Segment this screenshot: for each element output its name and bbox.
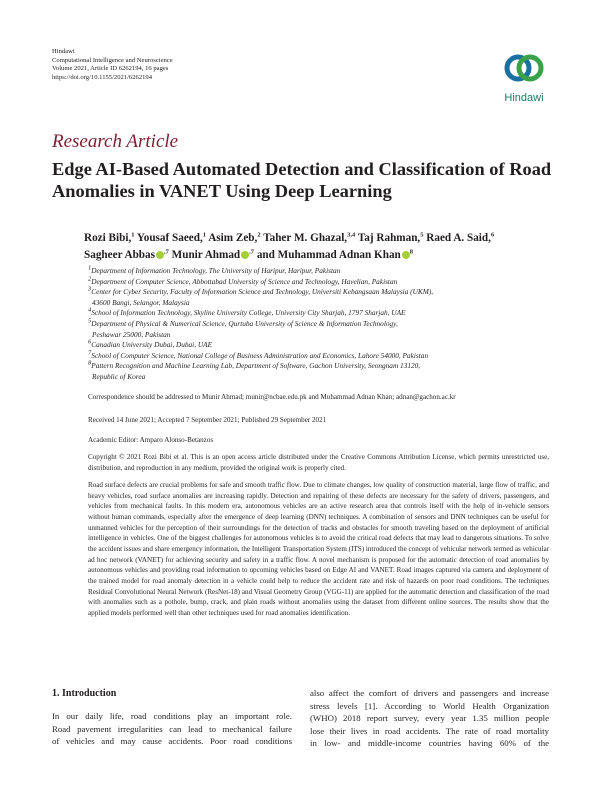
hindawi-logo[interactable] [498,50,550,104]
logo-wordmark: Hindawi [504,92,544,104]
intro-line: In our daily life, road conditions play an important role. [52,711,292,721]
intro-line: lose their lives in road accidents. The rate of road mortality [310,725,549,736]
affiliation-line: $^5$Department of Physical & Numerical Science, Qurtuba University of Science & Information Technology, [88,317,398,328]
intro-line: of vehicles and may cause accidents. Poor road conditions [52,736,292,747]
intro-column-left [52,710,292,748]
author-name: Rozi Bibi,$^1$ [84,231,135,244]
author-list [84,230,554,264]
affiliation-line: $^7$School of Computer Science, National College of Business Administration and Economics, Lahore 54000, Pakistan [88,349,429,360]
abstract: Road surface defects are crucial problems for safe and smooth traffic flow. Due to climate changes, low quality of construction material, large flow of traffic, and heavy vehicles, road surface anomalies are increasing rapidly. Detection and repairing of these defects are necessary for the safety of drivers, passengers, and vehicles from mechanical faults. In this modern era, autonomous vehicles are an active research area that controls itself with the help of in-vehicle sensors without human commands, especially after the emergence of deep learning (DNN) techniques. A combination of sensors and DNN techniques can be useful for unmanned vehicles for the perception of their surroundings for the detection of tracks and obstacles for smooth traveling based on the deployment of artificial intelligence in vehicles. One of the biggest challenges for autonomous vehicles is to avoid the critical road defects that may lead to dangerous situations. To solve the accident issues and share emergency information, the Intelligent Transportation System (ITS) introduced the concept of vehicular network termed as vehicular ad hoc network (VANET) for achieving security and safety in a traffic flow. A novel mechanism is proposed for the automatic detection of road anomalies by autonomous vehicles and providing road information to upcoming vehicles based on Edge AI and VANET. Road images captured via camera and deployment of the trained model for road anomaly detection in a vehicle could help to reduce the accident rate and risk of hazards on poor road conditions. The techniques Residual Convolutional Neural Network (ResNet-18) and Visual Geometry Group (VGG-11) are applied for the automatic detection and classification of the road with anomalies such as a pothole, bump, crack, and plain roads without anomalies using the dataset from different online sources. The results show that the applied models performed well than other techniques used for road anomalies identification. [88,481,549,617]
doi-link[interactable]: https://doi.org/10.1155/2021/6262194 [52,73,153,81]
intro-line: also affect the comfort of drivers and passengers and increase [310,688,549,698]
affiliation-line: $^4$School of Information Technology, Skyline University College, University City Sharjah, 1797 Sharjah, UAE [88,306,406,318]
hindawi-rings-icon [502,50,546,86]
affiliation-line: $^1$Department of Information Technology, The University of Haripur, Haripur, Pakistan [88,264,341,275]
publication-dates: Received 14 June 2021; Accepted 7 September 2021; Published 29 September 2021 [88,416,327,424]
orcid-icon[interactable] [156,251,164,259]
intro-column-right [310,687,549,750]
paper-title: Edge AI-Based Automated Detection and Classification of Road Anomalies in VANET Using Deep Learning [52,159,552,201]
affiliation-line: $^6$Canadian University Dubai, Dubai, UAE [88,338,213,350]
affiliation-line: $^8$Pattern Recognition and Machine Learning Lab, Department of Software, Gachon University, Seongnam 13120, [88,359,421,371]
affiliation-line: Peshawar 25000, Pakistan [92,329,171,339]
correspondence: Correspondence should be addressed to Munir Ahmad; munir@ncbae.edu.pk and Muhammad Adnan Khan; adnan@gachon.ac.kr [88,393,456,401]
article-type: Research Article [52,131,179,152]
author-name: Taj Rahman,$^5$ [357,231,424,244]
intro-line: stress levels [1]. According to World Health Organization [310,700,549,711]
author-name: Taher M. Ghazal,$^{3,4}$ [263,231,356,244]
intro-line: (WHO) 2018 report survey, every year 1.35 million people [310,713,549,724]
copyright-notice: Copyright © 2021 Rozi Bibi et al. This is an open access article distributed under the Creative Commons Attribution License, which permits unrestricted use, distribution, and reproduction in any medium, provided the original work is properly cited. [88,453,549,472]
journal-name: Computational Intelligence and Neuroscience [52,56,173,64]
affiliation-line: 43600 Bangi, Selangor, Malaysia [92,297,190,307]
affiliation-line: $^2$Department of Computer Science, Abbottabad University of Science and Technology, Havelian, Pakistan [88,275,398,286]
journal-meta [52,48,173,82]
academic-editor: Academic Editor: Amparo Alonso-Betanzos [88,436,214,444]
author-name: Munir Ahmad $^{,7}$ [171,248,255,261]
orcid-icon[interactable] [241,251,249,259]
affiliation-list [84,266,554,383]
intro-line: Road pavement irregularities can lead to mechanical failure [52,723,292,734]
affiliation-line: Republic of Korea [92,371,146,381]
section-heading-introduction: 1. Introduction [52,688,117,699]
publisher-name: Hindawi [52,48,75,55]
volume-info: Volume 2021, Article ID 6262194, 16 pages [52,65,169,73]
intro-line: in low- and middle-income countries having 60% of the [310,738,549,749]
author-name: Raed A. Said,$^6$ [426,231,495,244]
author-name: Sagheer Abbas $^{,7}$ [84,248,169,261]
author-name: Asim Zeb,$^2$ [208,231,261,244]
author-name: Yousaf Saeed,$^1$ [136,231,207,244]
affiliation-line: $^3$Center for Cyber Security, Faculty of Information Science and Technology, Universiti Kebangsaan Malaysia (UKM), [88,285,434,297]
orcid-icon[interactable] [402,251,410,259]
author-name: and Muhammad Adnan Khan $^8$ [256,248,414,261]
